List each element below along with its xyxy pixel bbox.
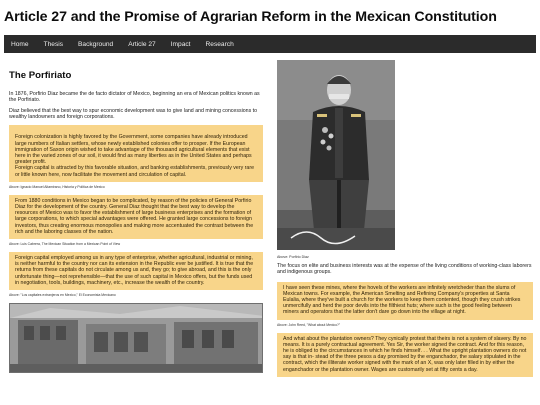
nav-link-impact[interactable]: Impact (170, 40, 191, 48)
nav-link-background[interactable]: Background (78, 40, 114, 48)
quote-source: Above: Luis Cabrera, The Mexican Situation from a Mexican Point of View (9, 242, 121, 247)
nav-link-article-27[interactable]: Article 27 (128, 40, 156, 48)
portrait-photo (277, 60, 395, 250)
section-title: The Porfiriato (9, 70, 72, 81)
historical-photo (9, 303, 263, 373)
quote-text: From 1880 conditions in Mexico began to be complicated, by reason of the policies of General Porfirio Diaz for the development of the country. General Diaz thought that the best way to develop the resources of Mexico was to favor the establishment of large business enterprises and the formation of large corporations, to which special advantages were offered. He granted large concessions to foreign investors, thus creating enormous monopolies and making more accentuated the contrast between the rich and the laboring classes of the nation. (15, 197, 254, 235)
intro-paragraph-2: Diaz believed that the best way to spur economic development was to give land and mining concessions to wealthy landowners and foreign corporations. (9, 107, 258, 120)
main-column (9, 70, 263, 373)
quote-text: Foreign capital employed among us in any type of enterprise, whether agricultural, industrial or mining, is neither harmful to the country nor can its extension in the Republic ever be justified. It is true that the returns from these capitals do not circulate among us and, they go; to give abroad, and this is the only unfortunate thing—not reprehensible—that the use of such capital in Mexico offers, but the funds used in negotiation, tools, buildings, machinery, etc., increase the wealth of the country. (15, 255, 254, 286)
quote-text: And what about the plantation owners? They cynically protest that theirs is not a system of slavery. By no means. It is a purely contractual agreement. Yes Sir, the worker signed the contract. And for this reason, he is obliged to the circumstances in which he finds himself. . . What the upright plantation owners do not say is that in- stead of the three pesos a day promised by the enganchador, the salary stipulated in the contract, which the illiterate worker signed with the mark of an X, was only later filled in by either the enganchador or the plantation owner. Wages are customarily set at fifty cents a day. (283, 335, 527, 373)
quote-plantation (277, 333, 533, 377)
portrait-caption: Above: Porfirio Diaz (277, 255, 309, 259)
quote-source: Above: Ignacio Manuel Altamirano, Historia y Politica de Mexico (9, 184, 105, 189)
nav-link-thesis[interactable]: Thesis (43, 40, 64, 48)
sidebar-column (277, 60, 533, 377)
quote-reed (277, 282, 533, 320)
quote-economista (9, 252, 263, 290)
portrait-image (277, 60, 395, 250)
nav-link-home[interactable]: Home (11, 40, 29, 48)
historical-photo-image (10, 304, 263, 373)
intro-paragraph-1: In 1876, Porfirio Diaz became the de facto dictator of Mexico, beginning an era of Mexican politics known as the Porfiriato. (9, 91, 260, 104)
main-nav (4, 35, 536, 53)
quote-cabrera (9, 195, 263, 239)
quote-source: Above: "Los capitales extranjeros en Mexico," El Economista Mexicano (9, 293, 116, 298)
nav-link-research[interactable]: Research (205, 40, 234, 48)
quote-text: I have seen these mines, where the hovels of the workers are infinitely wretcheder than the slums of Mexican towns. For example, the American Smelting and Refining Company's properties at Santa Eulalia, where they've built a church for the workers to keep them contented, though they crush strikes unmercifully and herd the poor devils into the filthiest huts; where such is the good feeling between miners and operators that the latter don't dare go down into the village at night. (283, 284, 521, 316)
quote-text: Foreign colonization is highly favored by the Government, some companies have already introduced large numbers of Italian settlers, whose newly established colonies offer to prosper. If the European immigration of Saxon origin wished to take advantage of the thousand agricultural elements that exist here in the varied zones of our soil, it would find as many liberties as in the United States and perhaps greater profit. Foreign capital is attracted by this favorable situation, and banking establishments, previously very rare or little known here, now facilitate the movement and circulation of capital. (15, 134, 254, 178)
sidebar-paragraph: The focus on elite and business interests was at the expense of the living conditions of working-class laborers and indigenous groups. (277, 263, 532, 276)
quote-altamirano (9, 125, 263, 182)
quote-source: Above: John Reed, "What about Mexico?" (277, 322, 341, 327)
page-title: Article 27 and the Promise of Agrarian Reform in the Mexican Constitution (4, 9, 497, 25)
